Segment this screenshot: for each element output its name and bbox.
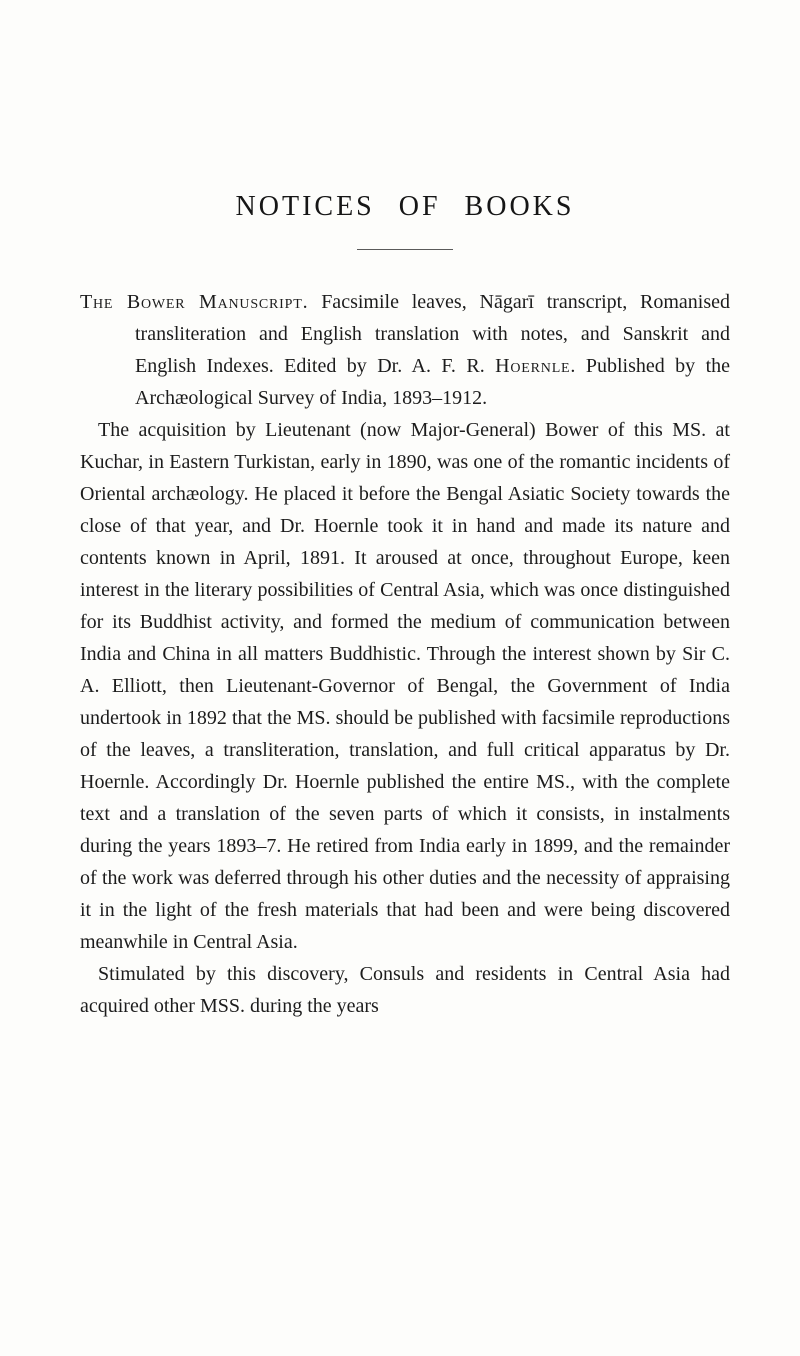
- page-heading: NOTICES OF BOOKS: [235, 191, 575, 222]
- entry-title: The Bower Manuscript.: [80, 291, 309, 313]
- entry-editor-name: Hoernle: [495, 355, 571, 377]
- body-paragraph: Stimulated by this discovery, Consuls and residents in Central Asia had acquired other MSS. during the years: [80, 963, 730, 1017]
- book-entry: [80, 286, 730, 414]
- entry-publisher: . Published by the Archæological Survey of India, 1893–1912.: [135, 355, 731, 409]
- entry-description: Facsimile leaves, Nāgarī transcript, Romanised transliteration and English translation with notes, and Sanskrit and English Indexes. Edited by Dr. A. F. R.: [135, 291, 731, 377]
- title-divider-rule: [357, 249, 453, 250]
- body-paragraph: The acquisition by Lieutenant (now Major-General) Bower of this MS. at Kuchar, in Eastern Turkistan, early in 1890, was one of the romantic incidents of Oriental archæology. He placed it before the Bengal Asiatic Society towards the close of that year, and Dr. Hoernle took it in hand and made its nature and contents known in April, 1891. It aroused at once, throughout Europe, keen interest in the literary possibilities of Central Asia, which was once distinguished for its Buddhist activity, and formed the medium of communication between India and China in all matters Buddhistic. Through the interest shown by Sir C. A. Elliott, then Lieutenant-Governor of Bengal, the Government of India undertook in 1892 that the MS. should be published with facsimile reproductions of the leaves, a transliteration, translation, and full critical apparatus by Dr. Hoernle. Accordingly Dr. Hoernle published the entire MS., with the complete text and a translation of the seven parts of which it consists, in instalments during the years 1893–7. He retired from India early in 1899, and the remainder of the work was deferred through his other duties and the necessity of appraising it in the light of the fresh materials that had been and were being discovered meanwhile in Central Asia.: [80, 419, 730, 953]
